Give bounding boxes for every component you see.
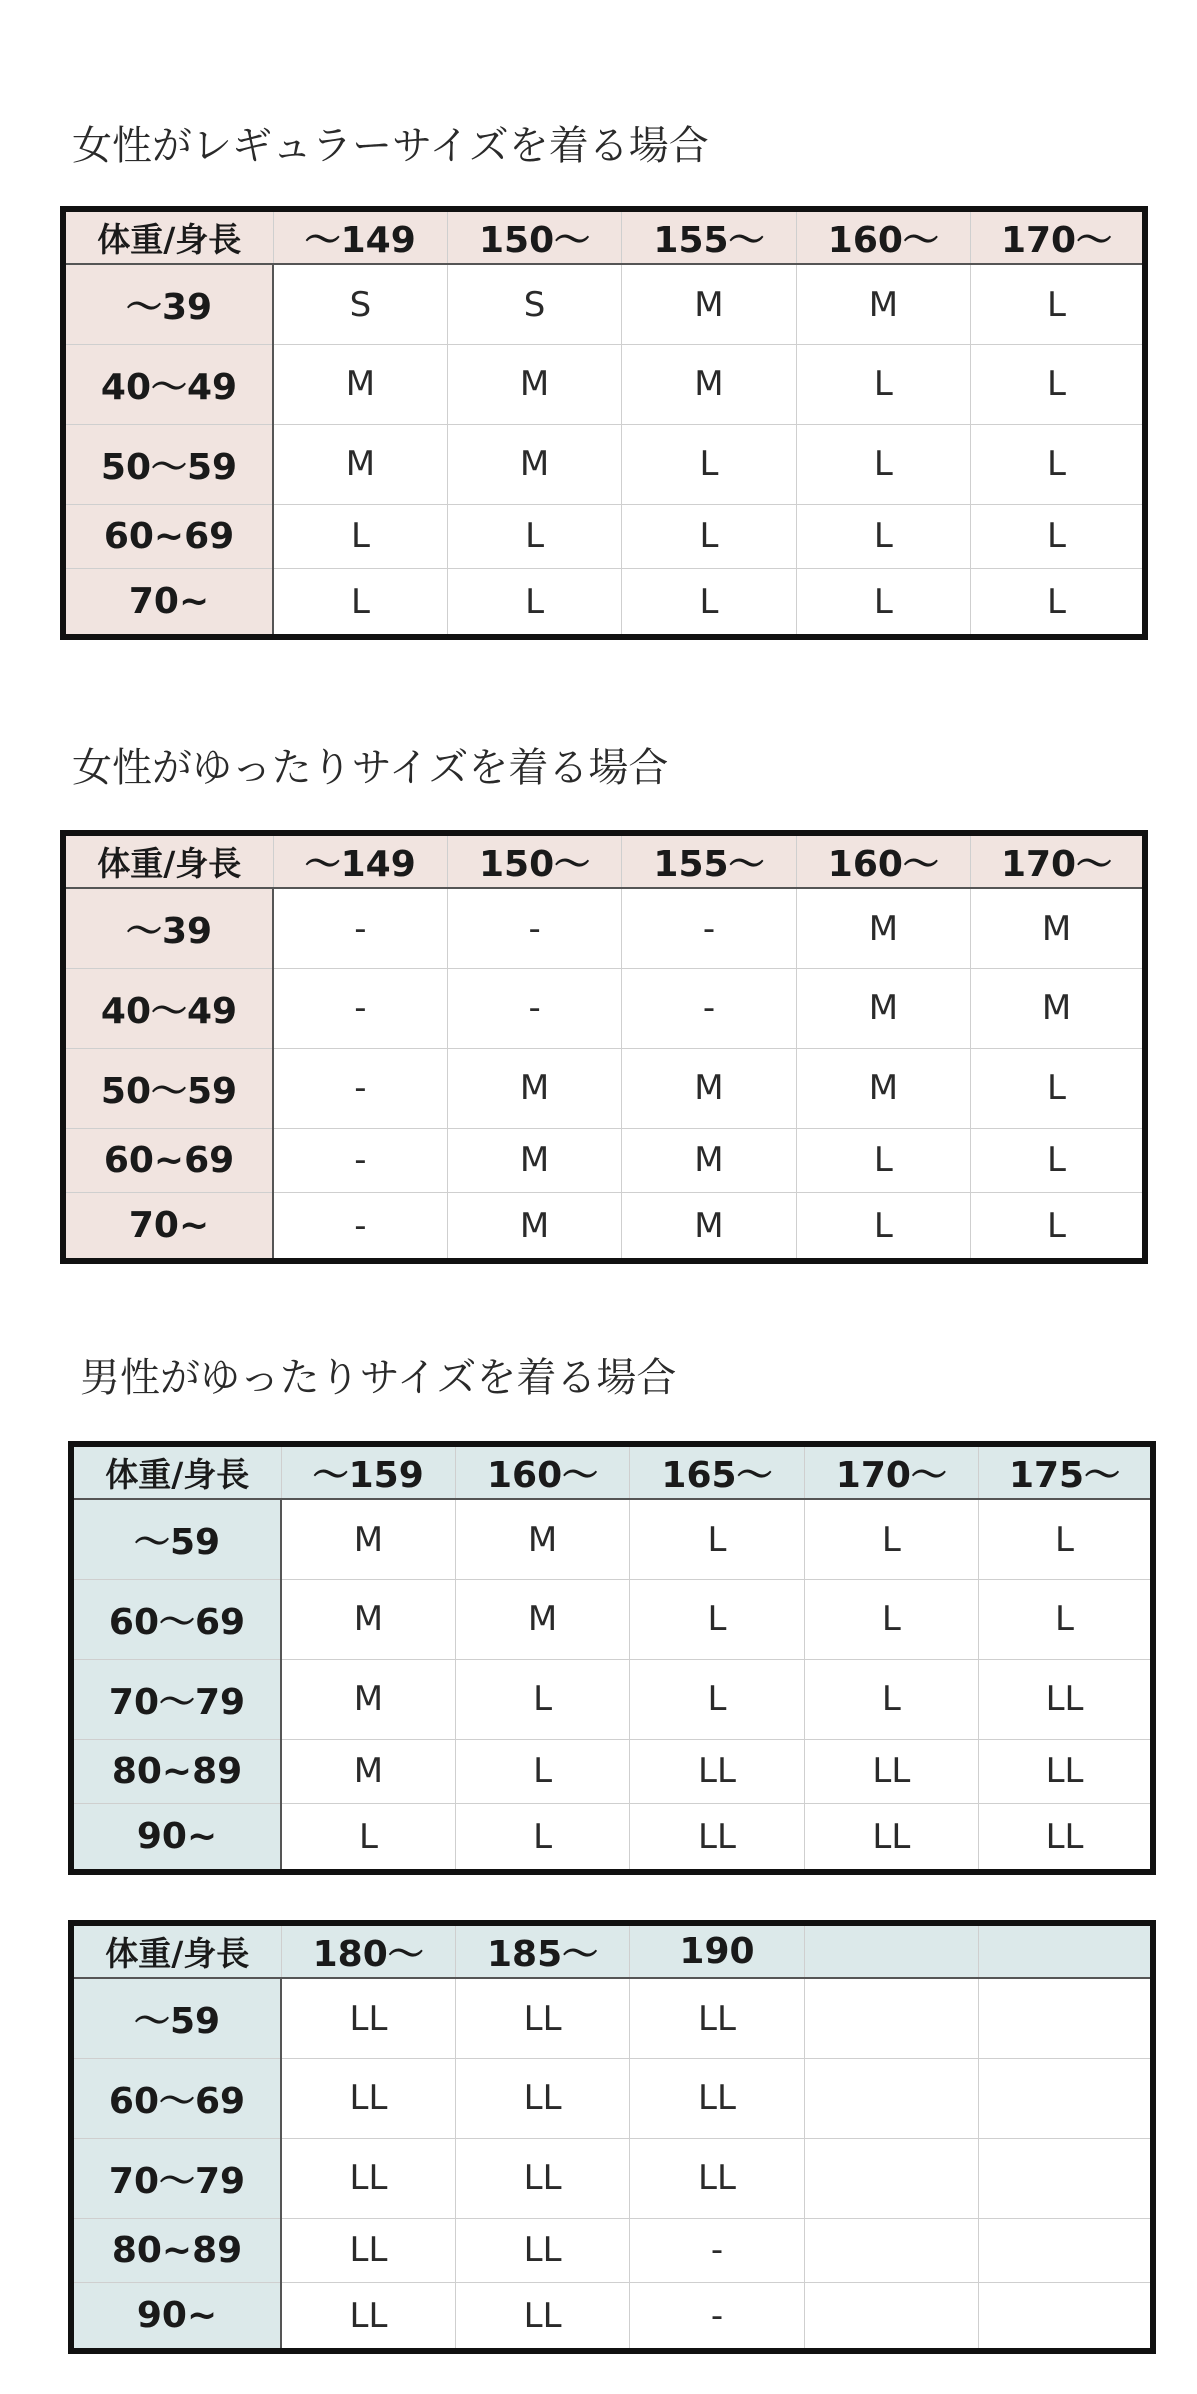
size-cell: M xyxy=(971,969,1145,1049)
size-cell: LL xyxy=(979,1659,1153,1739)
size-cell: M xyxy=(281,1659,455,1739)
corner-header: 体重/身長 xyxy=(63,833,273,888)
corner-header: 体重/身長 xyxy=(71,1444,281,1499)
size-cell: - xyxy=(622,888,796,969)
size-cell: LL xyxy=(281,2059,455,2139)
size-cell: M xyxy=(281,1499,455,1580)
size-cell xyxy=(804,2059,978,2139)
size-cell: M xyxy=(796,969,970,1049)
size-cell: - xyxy=(273,969,447,1049)
size-cell: M xyxy=(455,1499,629,1580)
men-loose-size-table-continued xyxy=(68,1920,1156,2354)
size-cell: LL xyxy=(630,2059,804,2139)
size-cell xyxy=(979,2059,1153,2139)
column-header: 170〜 xyxy=(971,209,1145,264)
row-header: 40〜49 xyxy=(63,969,273,1049)
column-header: 150〜 xyxy=(447,833,621,888)
size-cell: LL xyxy=(455,2218,629,2282)
size-cell: - xyxy=(630,2218,804,2282)
row-header: 70~ xyxy=(63,569,273,637)
table-row xyxy=(71,1499,1153,1580)
size-cell: LL xyxy=(455,2138,629,2218)
row-header: 60~69 xyxy=(63,1128,273,1192)
row-header: 80~89 xyxy=(71,1739,281,1803)
table-header-row xyxy=(71,1923,1153,1978)
table-row xyxy=(63,1128,1145,1192)
size-cell xyxy=(804,2283,978,2351)
size-cell: L xyxy=(971,264,1145,345)
size-cell xyxy=(979,2283,1153,2351)
size-cell: LL xyxy=(281,1978,455,2059)
table-header-row xyxy=(63,833,1145,888)
column-header xyxy=(979,1923,1153,1978)
table-row xyxy=(71,1978,1153,2059)
size-cell: L xyxy=(455,1739,629,1803)
size-cell: LL xyxy=(979,1739,1153,1803)
row-header: 〜59 xyxy=(71,1978,281,2059)
table-row xyxy=(63,264,1145,345)
row-header: 50〜59 xyxy=(63,1048,273,1128)
column-header: 155〜 xyxy=(622,833,796,888)
size-cell: LL xyxy=(281,2218,455,2282)
women-loose-size-table xyxy=(60,830,1148,1264)
table-row xyxy=(63,424,1145,504)
size-cell: M xyxy=(273,424,447,504)
row-header: 40〜49 xyxy=(63,345,273,425)
size-cell: L xyxy=(796,569,970,637)
size-cell: LL xyxy=(804,1804,978,1872)
column-header: 165〜 xyxy=(630,1444,804,1499)
column-header: 160〜 xyxy=(455,1444,629,1499)
size-cell: M xyxy=(447,1128,621,1192)
row-header: 〜39 xyxy=(63,888,273,969)
size-cell: M xyxy=(796,1048,970,1128)
corner-header: 体重/身長 xyxy=(71,1923,281,1978)
size-cell: M xyxy=(281,1739,455,1803)
size-cell: - xyxy=(447,969,621,1049)
size-cell: M xyxy=(273,345,447,425)
column-header: 155〜 xyxy=(622,209,796,264)
row-header: 60〜69 xyxy=(71,2059,281,2139)
table-row xyxy=(63,1193,1145,1261)
table-row xyxy=(71,1739,1153,1803)
table-row xyxy=(63,969,1145,1049)
size-cell: M xyxy=(622,345,796,425)
size-cell: L xyxy=(273,569,447,637)
size-cell: L xyxy=(281,1804,455,1872)
table-header-row xyxy=(71,1444,1153,1499)
table-row xyxy=(71,2059,1153,2139)
row-header: 〜39 xyxy=(63,264,273,345)
size-cell: L xyxy=(971,424,1145,504)
size-cell: L xyxy=(971,1048,1145,1128)
size-cell: L xyxy=(804,1499,978,1580)
size-cell: - xyxy=(630,2283,804,2351)
size-cell: L xyxy=(979,1499,1153,1580)
table-header-row xyxy=(63,209,1145,264)
column-header: 〜159 xyxy=(281,1444,455,1499)
column-header: 150〜 xyxy=(447,209,621,264)
size-cell: L xyxy=(971,1193,1145,1261)
column-header: 160〜 xyxy=(796,209,970,264)
column-header: 180〜 xyxy=(281,1923,455,1978)
men-loose-title: 男性がゆったりサイズを着る場合 xyxy=(80,1355,677,1401)
size-cell: LL xyxy=(630,1804,804,1872)
size-cell: L xyxy=(622,424,796,504)
row-header: 70~ xyxy=(63,1193,273,1261)
column-header xyxy=(804,1923,978,1978)
size-cell: LL xyxy=(804,1739,978,1803)
row-header: 60〜69 xyxy=(71,1580,281,1660)
size-cell: M xyxy=(796,264,970,345)
size-cell: M xyxy=(796,888,970,969)
size-cell: LL xyxy=(455,2283,629,2351)
column-header: 160〜 xyxy=(796,833,970,888)
size-cell: M xyxy=(447,1048,621,1128)
size-cell: M xyxy=(622,264,796,345)
row-header: 80~89 xyxy=(71,2218,281,2282)
size-cell: L xyxy=(971,569,1145,637)
row-header: 90~ xyxy=(71,1804,281,1872)
size-cell: L xyxy=(447,504,621,568)
size-cell: L xyxy=(971,1128,1145,1192)
size-cell: L xyxy=(796,1193,970,1261)
size-cell: LL xyxy=(281,2283,455,2351)
column-header: 170〜 xyxy=(804,1444,978,1499)
size-cell xyxy=(804,2218,978,2282)
table-row xyxy=(71,2218,1153,2282)
row-header: 90~ xyxy=(71,2283,281,2351)
size-cell: L xyxy=(630,1499,804,1580)
size-cell: L xyxy=(630,1580,804,1660)
size-cell: L xyxy=(979,1580,1153,1660)
column-header: 〜149 xyxy=(273,833,447,888)
size-cell: - xyxy=(273,1193,447,1261)
size-cell: L xyxy=(804,1659,978,1739)
size-cell: L xyxy=(622,504,796,568)
table-row xyxy=(63,504,1145,568)
size-cell: M xyxy=(622,1193,796,1261)
size-cell: L xyxy=(273,504,447,568)
column-header: 〜149 xyxy=(273,209,447,264)
column-header: 190 xyxy=(630,1923,804,1978)
table-row xyxy=(71,2283,1153,2351)
size-cell: L xyxy=(455,1804,629,1872)
column-header: 175〜 xyxy=(979,1444,1153,1499)
table-row xyxy=(63,1048,1145,1128)
size-cell: M xyxy=(447,345,621,425)
size-cell: L xyxy=(796,345,970,425)
size-cell: LL xyxy=(455,1978,629,2059)
size-cell: M xyxy=(622,1048,796,1128)
size-cell: S xyxy=(273,264,447,345)
size-cell: - xyxy=(622,969,796,1049)
size-cell: L xyxy=(971,345,1145,425)
size-cell: LL xyxy=(281,2138,455,2218)
size-cell: M xyxy=(281,1580,455,1660)
table-row xyxy=(63,569,1145,637)
women-regular-size-table xyxy=(60,206,1148,640)
size-cell: L xyxy=(971,504,1145,568)
column-header: 170〜 xyxy=(971,833,1145,888)
table-row xyxy=(71,1580,1153,1660)
size-cell: LL xyxy=(979,1804,1153,1872)
row-header: 60~69 xyxy=(63,504,273,568)
table-row xyxy=(63,888,1145,969)
women-loose-title: 女性がゆったりサイズを着る場合 xyxy=(72,745,669,791)
size-cell xyxy=(979,2218,1153,2282)
size-cell: M xyxy=(447,424,621,504)
column-header: 185〜 xyxy=(455,1923,629,1978)
row-header: 70〜79 xyxy=(71,2138,281,2218)
table-row xyxy=(71,1659,1153,1739)
size-cell: - xyxy=(273,888,447,969)
size-cell: L xyxy=(804,1580,978,1660)
size-cell xyxy=(804,2138,978,2218)
row-header: 〜59 xyxy=(71,1499,281,1580)
size-cell: L xyxy=(796,504,970,568)
size-cell xyxy=(804,1978,978,2059)
size-cell: M xyxy=(971,888,1145,969)
size-cell: L xyxy=(630,1659,804,1739)
size-cell: LL xyxy=(630,1739,804,1803)
table-row xyxy=(71,1804,1153,1872)
table-row xyxy=(71,2138,1153,2218)
size-cell: LL xyxy=(630,1978,804,2059)
women-regular-title: 女性がレギュラーサイズを着る場合 xyxy=(72,123,709,169)
size-cell xyxy=(979,2138,1153,2218)
table-row xyxy=(63,345,1145,425)
size-cell: L xyxy=(796,424,970,504)
size-cell: L xyxy=(622,569,796,637)
corner-header: 体重/身長 xyxy=(63,209,273,264)
size-cell: - xyxy=(447,888,621,969)
size-cell xyxy=(979,1978,1153,2059)
men-loose-size-table xyxy=(68,1441,1156,1875)
size-cell: - xyxy=(273,1128,447,1192)
size-cell: L xyxy=(447,569,621,637)
row-header: 70〜79 xyxy=(71,1659,281,1739)
size-cell: M xyxy=(447,1193,621,1261)
size-cell: L xyxy=(796,1128,970,1192)
size-cell: M xyxy=(622,1128,796,1192)
size-cell: S xyxy=(447,264,621,345)
size-cell: L xyxy=(455,1659,629,1739)
row-header: 50〜59 xyxy=(63,424,273,504)
size-cell: LL xyxy=(630,2138,804,2218)
size-cell: M xyxy=(455,1580,629,1660)
size-cell: - xyxy=(273,1048,447,1128)
size-cell: LL xyxy=(455,2059,629,2139)
